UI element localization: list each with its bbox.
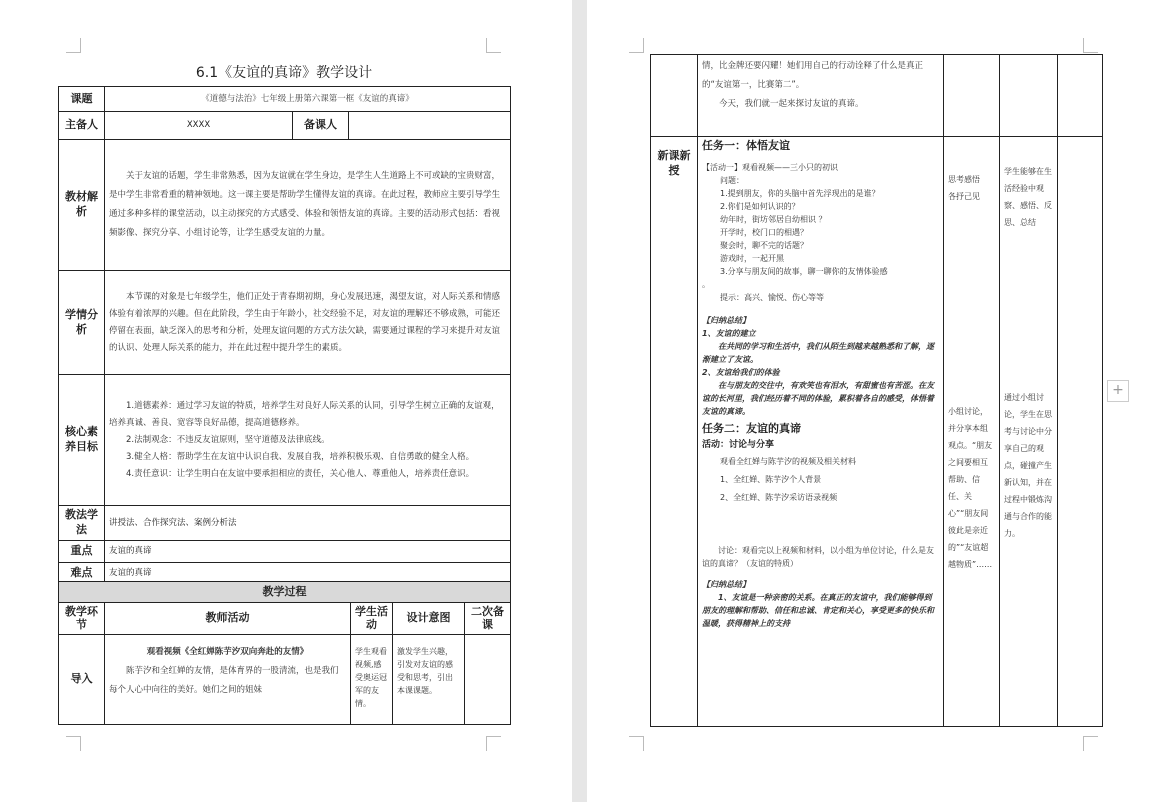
lead-label: 主备人	[59, 112, 105, 140]
questions-label: 问题：	[720, 175, 744, 185]
question-2: 2.你们是如何认识的？	[720, 201, 800, 211]
activity2-heading: 活动：讨论与分享	[702, 439, 775, 450]
summary1-item2-heading: 2、友谊给我们的体验	[702, 367, 780, 377]
summary2-heading: 【归纳总结】	[702, 579, 750, 589]
second-prep-cell	[1058, 137, 1103, 727]
summary1-item1-heading: 1、友谊的建立	[702, 328, 756, 338]
topic-value: 《道德与法治》七年级上册第六课第一框《友谊的真谛》	[105, 87, 511, 112]
intro-closing: 今天，我们就一起来探讨友谊的真谛。	[719, 99, 864, 109]
design-intent-2: 通过小组讨论，学生在思考与讨论中分享自己的观点，碰撞产生新认知，并在过程中锻炼沟通与合作的能力。	[1004, 393, 1052, 538]
process-table	[58, 581, 511, 725]
learner-label: 学情分析	[59, 271, 105, 375]
task1-heading: 任务一：体悟友谊	[702, 139, 790, 152]
corner-mark	[66, 736, 81, 751]
new-lesson-label: 新课新授	[651, 137, 698, 727]
corner-mark	[1083, 736, 1098, 751]
core-item: 3.健全人格：帮助学生在友谊中认识自我、发展自我，培养积极乐观、自信勇敢的健全人格。	[126, 451, 475, 462]
corner-mark	[629, 736, 644, 751]
activity2-item2: 2、全红婵、陈芋汐采访语录视频	[720, 492, 838, 502]
question-1: 1.提到朋友，你的头脑中首先浮现出的是谁？	[720, 188, 880, 198]
question-3: 3.分享与朋友间的故事，聊一聊你的友情体验感	[720, 266, 888, 276]
summary1-heading: 【归纳总结】	[702, 315, 750, 325]
student-activity	[944, 137, 1000, 727]
key-value: 友谊的真谛	[105, 540, 511, 562]
intro-text: 陈芋汐和全红婵的友情，是体育界的一股清流，也是我们每个人心中向往的美好。她们之间的姐妹	[109, 666, 339, 695]
page-gutter	[572, 0, 587, 802]
activity2-item1: 1、全红婵、陈芋汐个人背景	[720, 474, 822, 484]
activity2-text: 观看全红婵与陈芋汐的视频及相关材料	[720, 456, 856, 466]
corner-mark	[66, 38, 81, 53]
question-3-end: 。	[702, 279, 710, 289]
intro-intent: 激发学生兴趣，引发对友谊的感受和思考，引出本课课题。	[393, 635, 465, 725]
material-label: 教材解析	[59, 140, 105, 271]
student-cell	[944, 55, 1000, 137]
col-teacher: 教师活动	[105, 603, 351, 635]
col-second: 二次备课	[465, 603, 511, 635]
intro-student: 学生观看视频,感受奥运冠军的友情。	[351, 635, 393, 725]
process-header: 教学过程	[59, 582, 511, 603]
key-label: 重点	[59, 540, 105, 562]
corner-mark	[629, 38, 644, 53]
question-2d: 游戏时，一起开黑	[720, 253, 784, 263]
design-intent-1: 学生能够在生活经验中观察、感悟、反思、总结	[1004, 167, 1052, 227]
difficulty-value: 友谊的真谛	[105, 562, 511, 584]
student-activity-1b: 各抒己见	[948, 192, 980, 201]
lead-value: XXXX	[105, 112, 293, 140]
corner-mark	[1083, 38, 1098, 53]
summary2-item1: 1、友谊是一种亲密的关系。在真正的友谊中，我们能够得到朋友的理解和帮助、信任和忠诚、肯定和关心，享受更多的快乐和温暖，获得精神上的支持	[702, 592, 934, 628]
method-value: 讲授法、合作探究法、案例分析法	[105, 506, 511, 541]
core-item: 4.责任意识：让学生明白在友谊中要承担相应的责任，关心他人、尊重他人，培养责任意识。	[126, 468, 475, 479]
intro-label: 导入	[59, 635, 105, 725]
core-item: 1.道德素养：通过学习友谊的特质，培养学生对良好人际关系的认同，引导学生树立正确的友谊观，培养真诚、善良、宽容等良好品德，提高道德修养。	[109, 400, 500, 428]
core-label: 核心素养目标	[59, 375, 105, 506]
difficulty-label: 难点	[59, 562, 105, 584]
intro-continued	[698, 55, 944, 137]
summary1-item2-text: 在与朋友的交往中，有欢笑也有泪水，有甜蜜也有苦涩。在友谊的长河里，我们经历着不同的体验，累积着各自的感受，体悟着友谊的真谛。	[702, 380, 934, 416]
intro-teacher	[105, 635, 351, 725]
col-phase: 教学环节	[59, 603, 105, 635]
add-page-button[interactable]: +	[1107, 380, 1129, 402]
material-text: 关于友谊的话题，学生非常熟悉，因为友谊就在学生身边，是学生人生道路上不可或缺的宝贵财富，是中学生非常看重的精神领地。这一课主要是帮助学生懂得友谊的真谛。在此过程，教师应主要引导学生通过多种多样的课堂活动，以主动探究的方式感受、体验和领悟友谊的真谛。主要的活动形式包括：看视频影像、探究分享、小组讨论等，让学生感受友谊的力量。	[105, 140, 511, 271]
prep-value	[349, 112, 511, 140]
student-activity-2: 小组讨论，并分享本组观点。“朋友之间要相互帮助、信任、关心”“朋友间彼此是亲近的”“友谊超越物质”……	[948, 407, 993, 569]
learner-text: 本节课的对象是七年级学生，他们正处于青春期初期，身心发展迅速，渴望友谊，对人际关系和情感体验有着浓厚的兴趣。但在此阶段，学生由于年龄小，社交经验不足，对友谊的理解还不够成熟，可能还停留在表面，缺乏深入的思考和分析，处理友谊问题的方式方法欠缺，需要通过课程的学习来提升对友谊的认识、处理人际关系的能力，并在此过程中提升学生的素质。	[105, 271, 511, 375]
question-2c: 聚会时，聊不完的话题？	[720, 240, 808, 250]
new-lesson-content	[698, 137, 944, 727]
col-intent: 设计意图	[393, 603, 465, 635]
discussion-prompt: 讨论：观看完以上视频和材料，以小组为单位讨论，什么是友谊的真谛？（友谊的特质）	[702, 545, 934, 568]
lesson-plan-table	[58, 86, 511, 585]
task2-heading: 任务二：友谊的真谛	[702, 421, 801, 435]
col-student: 学生活动	[351, 603, 393, 635]
method-label: 教法学法	[59, 506, 105, 541]
intro-second	[465, 635, 511, 725]
phase-cell	[651, 55, 698, 137]
question-2a: 幼年时，街坊邻居自幼相识 ？	[720, 214, 827, 224]
intro-heading: 观看视频《全红婵陈芋汐双向奔赴的友情》	[146, 647, 309, 657]
prep-label: 备课人	[293, 112, 349, 140]
topic-label: 课题	[59, 87, 105, 112]
process-table-continued	[650, 54, 1103, 727]
document-page-right	[587, 0, 1166, 802]
intro-text-continued: 情，比金牌还要闪耀！她们用自己的行动诠释了什么是真正的“友谊第一，比赛第二”。	[702, 61, 924, 90]
corner-mark	[486, 38, 501, 53]
core-item: 2.法制观念：不违反友谊原则，坚守道德及法律底线。	[126, 434, 330, 445]
summary1-item1-text: 在共同的学习和生活中，我们从陌生到越来越熟悉和了解，逐渐建立了友谊。	[702, 341, 934, 364]
question-2b: 开学时，校门口的相遇？	[720, 227, 808, 237]
tip: 提示：高兴、愉悦、伤心等等	[720, 292, 824, 302]
activity1-heading: 【活动一】观看视频——三小只的初识	[702, 162, 838, 172]
core-items	[105, 375, 511, 506]
document-page-left	[0, 0, 572, 802]
design-intent	[1000, 137, 1058, 727]
intent-cell	[1000, 55, 1058, 137]
student-activity-1: 思考感悟	[948, 175, 980, 184]
second-cell	[1058, 55, 1103, 137]
document-title: 6.1《友谊的真谛》教学设计	[195, 65, 373, 81]
corner-mark	[486, 736, 501, 751]
